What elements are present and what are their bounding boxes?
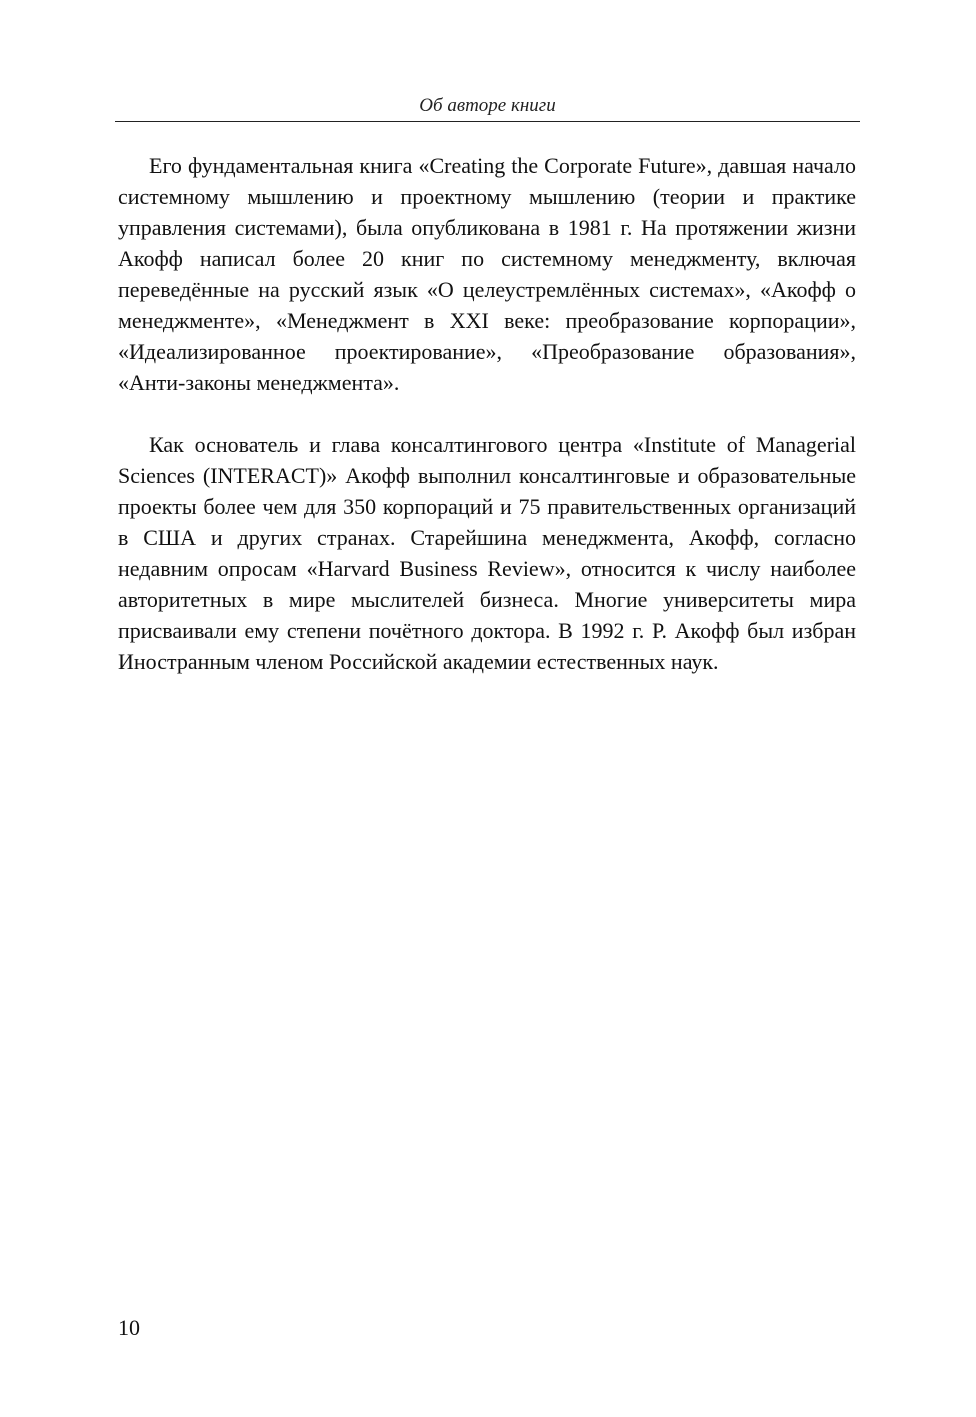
page-number: 10 bbox=[118, 1315, 140, 1340]
paragraph-2: Как основатель и глава консалтингового центра «Institute of Managerial Sciences (INTERACT)» Акофф выполнил консалтинговые и образовательные проекты более чем для 350 корпораций и 75 правительственных организаций в США и других странах. Старейшина менеджмента, Акофф, согласно недавним опросам «Harvard Business Review», относится к числу наиболее авторитетных в мире мыслителей бизнеса. Многие университеты мира присваивали ему степени почётного доктора. В 1992 г. Р. Акофф был избран Иностранным членом Российской академии естественных наук. bbox=[118, 432, 856, 674]
running-header bbox=[115, 94, 860, 122]
running-title: Об авторе книги bbox=[419, 95, 556, 116]
page-body bbox=[118, 150, 856, 677]
paragraph-1: Его фундаментальная книга «Creating the Corporate Future», давшая начало системному мышлению и проектному мышлению (теории и практике управления системами), была опубликована в 1981 г. На протяжении жизни Акофф написал более 20 книг по системному менеджменту, включая переведённые на русский язык «О целеустремлённых системах», «Акофф о менеджменте», «Менеджмент в XXI веке: преобразование корпорации», «Идеализированное проектирование», «Преобразование образования», «Анти-законы менеджмента». bbox=[118, 153, 856, 395]
